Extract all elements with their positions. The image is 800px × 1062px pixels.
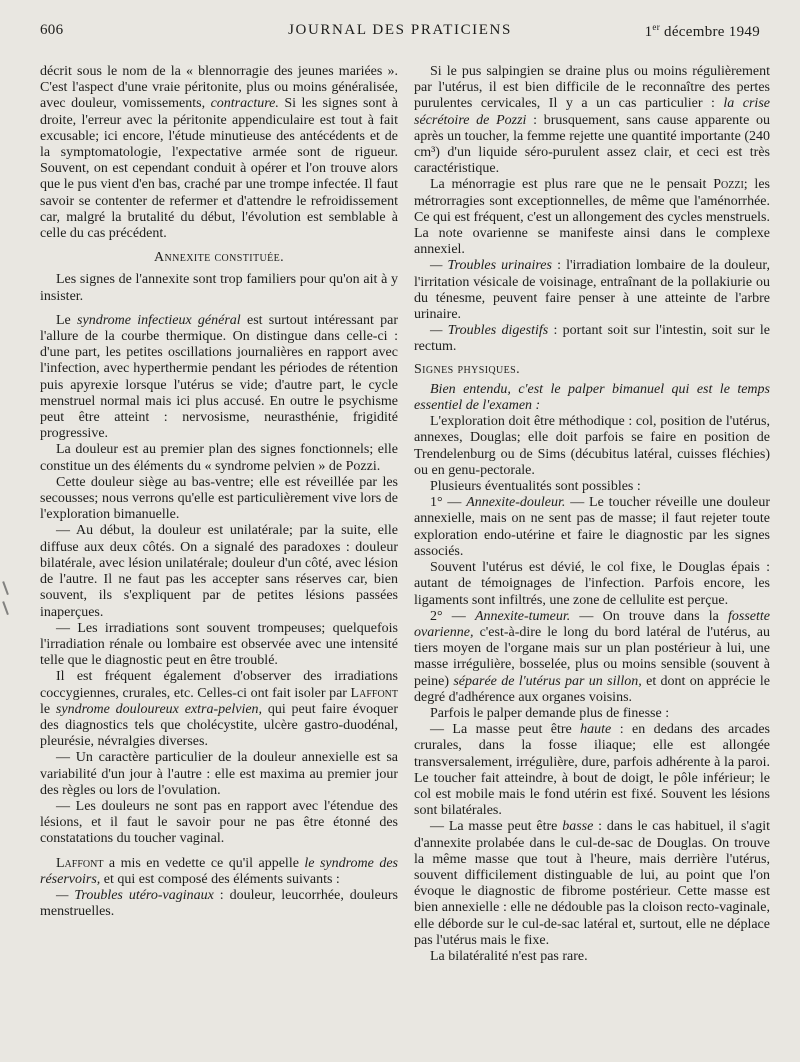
paragraph: Plusieurs éventualités sont possibles : — [430, 479, 641, 495]
paragraph: Le syndrome infectieux général est surtout intéressant par l'allure de la courbe thermique. On distingue dans celle-ci : d'une part, les petites oscillations journalières en rapport avec l'infection, avec hyperthermie pendant les périodes de rétention puis apyrexie lorsque l'utérus se vide; d'autre part, le cycle menstruel normal mais ici plus accusé. En outre le psychisme peut être atteint : nervosisme, neurasthénie, frigidité progressive. — [40, 312, 398, 442]
paragraph: L'exploration doit être méthodique : col, position de l'utérus, annexes, Douglas; elle doit parfois se faire en position de Trendelenburg ou de Sims (décubitus latéral, cuisses fléchies) ou en genu-pectorale. — [414, 414, 770, 478]
paragraph: — Troubles digestifs : portant soit sur l'intestin, soit sur le rectum. — [414, 323, 770, 355]
issue-date: 1er décembre 1949 — [644, 22, 760, 40]
paragraph: Les signes de l'annexite sont trop familiers pour qu'on ait à y insister. — [40, 272, 398, 304]
paragraph: La bilatéralité n'est pas rare. — [430, 948, 588, 964]
paragraph: Souvent l'utérus est dévié, le col fixe, le Douglas épais : autant de témoignages de l'infection. Parfois encore, les ligaments sont infiltrés, une zone de cellulite est perçue. — [414, 560, 770, 608]
paragraph: La douleur est au premier plan des signes fonctionnels; elle constitue un des éléments du « syndrome pelvien » de Pozzi. — [40, 442, 398, 474]
paragraph: Parfois le palper demande plus de finesse : — [430, 705, 670, 721]
section-heading: Annexite constituée. — [153, 250, 285, 266]
section-heading: Signes physiques. — [414, 361, 521, 377]
paragraph: — La masse peut être basse : dans le cas habituel, il s'agit d'annexite prolabée dans le cul-de-sac de Douglas. On trouve la même masse que tout à l'heure, mais derrière l'utérus, souvent difficilement distinguable de lui, au point que l'on évoque le diagnostic de fibrome postérieur. Cette masse est bien annexielle : elle ne dédouble pas la cloison recto-vaginale, elle déborde sur le cul-de-sac latéral et, surtout, elle ne déplace pas l'utérus mais le fixe. — [414, 819, 770, 948]
paragraph: — Troubles utéro-vaginaux : douleur, leucorrhée, douleurs menstruelles. — [40, 887, 398, 920]
paragraph: 2° — Annexite-tumeur. — On trouve dans la fossette ovarienne, c'est-à-dire le long du bord latéral de l'utérus, au tiers moyen de l'organe mais sur un plan postérieur à lui, une masse irrégulière, bosselée, plus ou moins sensible (souvent à peine) séparée de l'utérus par un sillon, et dont on apprécie le degré d'adhérence aux organes voisins. — [414, 608, 770, 705]
margin-annotation-mark — [2, 575, 26, 595]
margin-annotation-mark — [2, 595, 26, 615]
page-number: 606 — [40, 22, 64, 38]
paragraph: — Les douleurs ne sont pas en rapport avec l'étendue des lésions, et il faut le savoir pour ne pas être étonné des constatations du toucher vaginal. — [40, 798, 398, 847]
paragraph: Laffont a mis en vedette ce qu'il appelle le syndrome des réservoirs, et qui est composé des éléments suivants : — [40, 855, 398, 887]
journal-title: JOURNAL DES PRATICIENS — [288, 22, 512, 38]
right-column — [414, 64, 770, 965]
paragraph: La ménorragie est plus rare que ne le pensait Pozzi; les métrorragies sont exceptionnelles, de même que l'aménorrhée. Ce qui est fréquent, c'est un allongement des cycles menstruels. La note ovarienne se manifeste ainsi dans le complexe annexiel. — [414, 177, 770, 258]
paragraph: — Un caractère particulier de la douleur annexielle est sa variabilité d'un jour à l'autre : elle est maxima au premier jour des règles ou lors de l'ovulation. — [40, 750, 398, 798]
paragraph: Il est fréquent également d'observer des irradiations coccygiennes, crurales, etc. Celles-ci ont fait isoler par Laffont le syndrome douloureux extra-pelvien, qui peut faire évoquer des diagnostics tels que cholécystite, ulcère gastro-duodénal, pleurésie, névralgies diverses. — [40, 669, 398, 750]
paragraph: Cette douleur siège au bas-ventre; elle est réveillée par les secousses; nous verrons qu'elle est particulièrement vive lors de l'exploration bimanuelle. — [40, 474, 398, 523]
paragraph: — Les irradiations sont souvent trompeuses; quelquefois l'irradiation rénale ou lombaire est observée avec une intensité telle que le diagnostic peut en être troublé. — [40, 620, 398, 669]
paragraph: décrit sous le nom de la « blennorragie des jeunes mariées ». C'est l'aspect d'une vraie péritonite, plus ou moins généralisée, avec douleur, vomissements, contracture. Si les signes sont à droite, l'erreur avec la péritonite appendiculaire est tout à fait excusable; ici encore, l'étude minutieuse des antécédents et de la symptomatologie, l'expectative armée sont de rigueur. Souvent, on est cependant conduit à opérer et l'on trouve alors que le pus vient d'en bas, craché par une trompe infectée. Il faut savoir se contenter de refermer et d'attendre le refroidissement car, malgré la brutalité du début, l'évolution est semblable à celle du cas précédent. — [40, 64, 398, 242]
page-header — [40, 22, 760, 46]
paragraph: Si le pus salpingien se draine plus ou moins régulièrement par l'utérus, il est bien difficile de le reconnaître des pertes purulentes cervicales, Il y a un cas particulier : la crise sécrétoire de Pozzi : brusquement, sans cause apparente ou après un toucher, la femme rejette une quantité importante (240 cm³) d'un liquide séro-purulent assez clair, et ceci est très caractéristique. — [414, 64, 770, 177]
paragraph: — Troubles urinaires : l'irradiation lombaire de la douleur, l'irritation vésicale de voisinage, entraînant de la pollakiurie ou du ténesme, peuvent faire penser à une atteinte de l'arbre urinaire. — [414, 258, 770, 323]
paragraph: — Au début, la douleur est unilatérale; par la suite, elle diffuse aux deux côtés. On a signalé des paradoxes : douleur bilatérale, avec lésion unilatérale; douleur d'un côté, avec lésion de l'autre. Il ne faut pas les accepter sans réserves car, bien souvent, ils s'expliquent par de petites lésions passées inaperçues. — [40, 523, 398, 620]
paragraph: 1° — Annexite-douleur. — Le toucher réveille une douleur annexielle, mais on ne sent pas de masse; il faut rejeter toute exploration endo-utérine et faire le diagnostic par les signes associés. — [414, 495, 770, 559]
paragraph: Bien entendu, c'est le palper bimanuel qui est le temps essentiel de l'examen : — [414, 381, 770, 414]
paragraph: — La masse peut être haute : en dedans des arcades crurales, dans la fosse iliaque; elle est allongée transversalement, irrégulière, dure, parfois adhérente à la paroi. Le toucher fait atteindre, à bout de doigt, le pôle inférieur; le col est mobile mais le fond utérin est fixé. Souvent les lésions sont bilatérales. — [414, 722, 770, 819]
left-column — [40, 64, 398, 920]
